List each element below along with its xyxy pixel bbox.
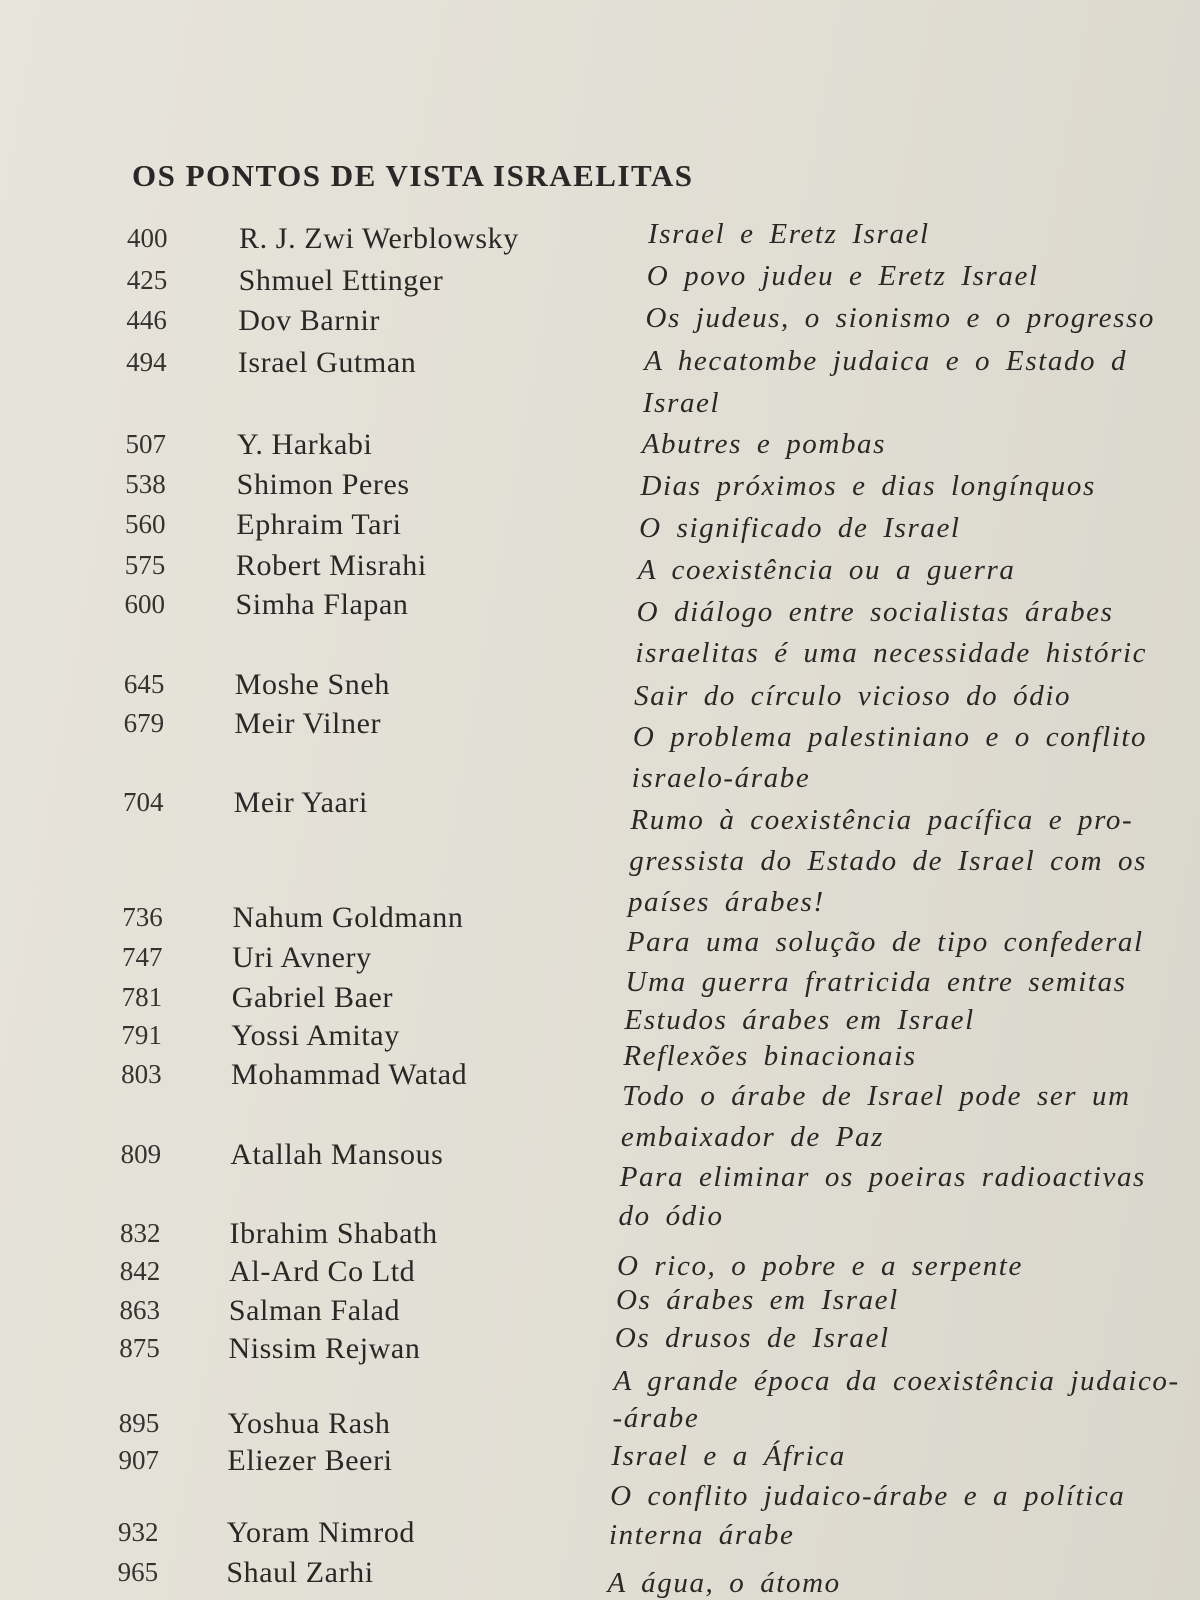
article-title-line: A hecatombe judaica e o Estado d (644, 345, 1128, 377)
article-title-line: embaixador de Paz (620, 1121, 885, 1153)
article-title-line: Para uma solução de tipo confederal (626, 926, 1144, 958)
author-name: Nahum Goldmann (232, 901, 464, 934)
page-number: 736 (122, 902, 163, 932)
page-number: 875 (119, 1333, 160, 1363)
author-name: Dov Barnir (238, 304, 381, 337)
article-title-line: Os drusos de Israel (614, 1322, 890, 1354)
article-title-line: O problema palestiniano e o conflito (632, 721, 1148, 753)
page-number: 507 (125, 429, 167, 459)
author-name: Ephraim Tari (236, 508, 402, 541)
author-name: Israel Gutman (237, 346, 417, 379)
page-number: 400 (127, 223, 168, 253)
author-name: Salman Falad (228, 1294, 401, 1327)
author-name: Uri Avnery (232, 941, 372, 974)
page-number: 575 (124, 550, 166, 580)
article-title-line: Israel e a África (611, 1440, 846, 1472)
article-title-line: Israel e Eretz Israel (648, 218, 930, 250)
author-name: Eliezer Beeri (227, 1444, 393, 1477)
page-number: 809 (120, 1139, 162, 1169)
author-name: R. J. Zwi Werblowsky (239, 222, 519, 255)
article-title-line: Para eliminar os poeiras radioactivas (619, 1161, 1146, 1193)
author-name: Nissim Rejwan (228, 1332, 421, 1365)
article-title-line: Reflexões binacionais (623, 1040, 917, 1072)
page-number: 932 (117, 1517, 159, 1547)
article-title-line: A água, o átomo (607, 1567, 841, 1599)
page-number: 842 (119, 1256, 161, 1286)
article-title-line: O significado de Israel (639, 512, 961, 544)
article-title-line: A coexistência ou a guerra (637, 554, 1016, 586)
author-name: Y. Harkabi (237, 428, 373, 461)
page-number: 863 (119, 1295, 160, 1325)
author-name: Al-Ard Co Ltd (229, 1255, 416, 1288)
article-title-line: Sair do círculo vicioso do ódio (634, 680, 1072, 712)
author-name: Meir Vilner (234, 707, 382, 740)
page-number: 494 (126, 347, 167, 377)
article-title-line: A grande época da coexistência judaico- (613, 1365, 1180, 1397)
page-number: 679 (123, 708, 165, 738)
article-title-line: Os judeus, o sionismo e o progresso (645, 302, 1156, 334)
page-number: 560 (124, 509, 166, 539)
article-title-line: gressista do Estado de Israel com os (629, 845, 1148, 877)
article-title-line: Abutres e pombas (641, 428, 887, 460)
page-number: 704 (123, 787, 164, 817)
author-name: Shmuel Ettinger (238, 264, 444, 297)
page-number: 747 (121, 942, 163, 972)
article-title-line: Dias próximos e dias longínquos (640, 470, 1096, 502)
page-number: 425 (126, 265, 168, 295)
author-name: Meir Yaari (233, 786, 368, 819)
article-title-line: israelo-árabe (631, 762, 811, 794)
page-number: 791 (121, 1020, 162, 1050)
author-name: Moshe Sneh (234, 668, 390, 701)
page-number: 538 (125, 469, 166, 499)
article-title-line: Rumo à coexistência pacífica e pro- (630, 804, 1134, 836)
author-name: Shaul Zarhi (226, 1556, 374, 1589)
article-title-line: O conflito judaico-árabe e a política (610, 1480, 1126, 1512)
author-name: Yoshua Rash (227, 1407, 391, 1440)
author-name: Yossi Amitay (231, 1019, 400, 1052)
page-number: 895 (118, 1408, 160, 1438)
author-name: Ibrahim Shabath (229, 1217, 438, 1250)
article-title-line: O rico, o pobre e a serpente (617, 1250, 1023, 1282)
page-number: 645 (123, 669, 165, 699)
article-title-line: O diálogo entre socialistas árabes (636, 596, 1114, 628)
author-name: Yoram Nimrod (226, 1516, 416, 1549)
article-title-line: do ódio (618, 1200, 724, 1232)
page-number: 965 (117, 1557, 159, 1587)
article-title-line: -árabe (612, 1402, 700, 1434)
page-number: 803 (121, 1059, 162, 1089)
article-title-line: Os árabes em Israel (616, 1284, 899, 1316)
article-title-line: Estudos árabes em Israel (624, 1004, 975, 1036)
author-name: Gabriel Baer (231, 981, 394, 1014)
article-title-line: interna árabe (608, 1519, 795, 1551)
article-title-line: O povo judeu e Eretz Israel (646, 260, 1039, 292)
article-title-line: países árabes! (627, 886, 825, 918)
page-number: 446 (126, 305, 167, 335)
author-name: Simha Flapan (235, 588, 409, 621)
page-number: 907 (118, 1445, 159, 1475)
author-name: Robert Misrahi (235, 549, 427, 582)
page-number: 600 (124, 589, 165, 619)
author-name: Atallah Mansous (230, 1138, 444, 1171)
article-title-line: Uma guerra fratricida entre semitas (625, 966, 1127, 998)
section-heading: OS PONTOS DE VISTA ISRAELITAS (132, 158, 694, 193)
article-title-line: Todo o árabe de Israel pode ser um (622, 1080, 1131, 1112)
page-number: 832 (120, 1218, 161, 1248)
author-name: Shimon Peres (236, 468, 410, 501)
author-name: Mohammad Watad (231, 1058, 468, 1091)
page-number: 781 (121, 982, 163, 1012)
article-title-line: israelitas é uma necessidade históric (635, 637, 1148, 669)
article-title-line: Israel (642, 387, 721, 419)
